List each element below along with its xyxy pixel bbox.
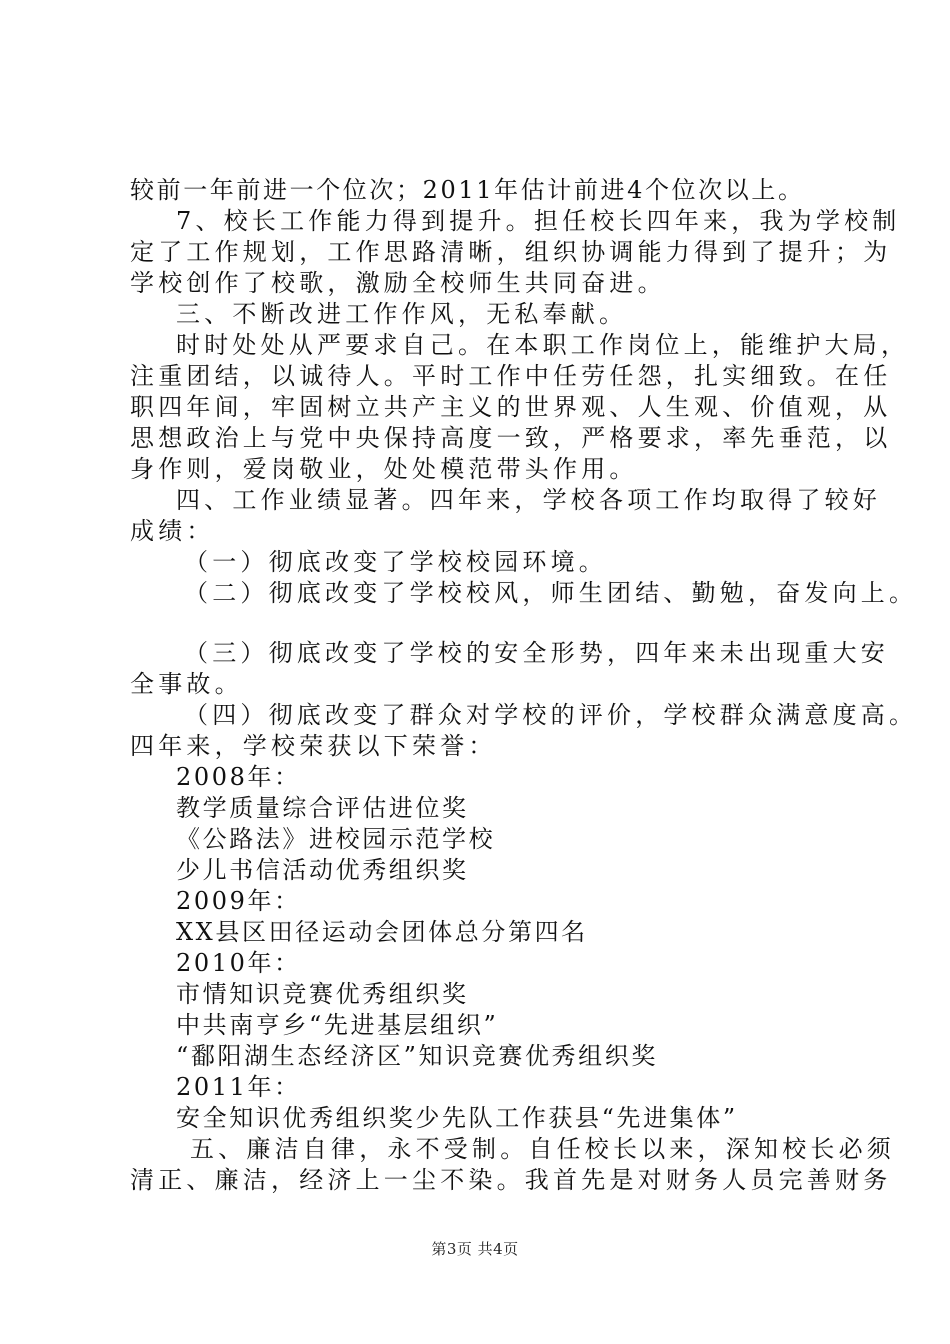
text-line: 学校创作了校歌，激励全校师生共同奋进。 — [130, 269, 666, 297]
section-heading: 三、不断改进工作作风，无私奉献。 — [176, 300, 628, 328]
text-line: 定了工作规划，工作思路清晰，组织协调能力得到了提升；为 — [130, 238, 892, 266]
text-line: 思想政治上与党中央保持高度一致，严格要求，率先垂范，以 — [130, 424, 892, 452]
list-item: （一）彻底改变了学校校园环境。 — [184, 548, 607, 576]
text-line: 四年来，学校荣获以下荣誉： — [130, 732, 497, 760]
section-heading: 四、工作业绩显著。四年来，学校各项工作均取得了较好 — [176, 486, 881, 514]
honor-item: 教学质量综合评估进位奖 — [176, 794, 469, 822]
text-line: 成绩： — [130, 517, 215, 545]
text-line: 清正、廉洁，经济上一尘不染。我首先是对财务人员完善财务 — [130, 1166, 892, 1194]
text-line: 注重团结，以诚待人。平时工作中任劳任怨，扎实细致。在任 — [130, 362, 892, 390]
year-label: 2010年： — [176, 949, 301, 977]
year-label: 2009年： — [176, 887, 301, 915]
section-heading: 五、廉洁自律，永不受制。自任校长以来，深知校长必须 — [190, 1135, 895, 1163]
list-item: （四）彻底改变了群众对学校的评价，学校群众满意度高。 — [184, 701, 918, 729]
list-item: （二）彻底改变了学校校风，师生团结、勤勉，奋发向上。 — [184, 579, 918, 607]
text-line: 时时处处从严要求自己。在本职工作岗位上，能维护大局， — [176, 331, 910, 359]
list-item: （三）彻底改变了学校的安全形势，四年来未出现重大安 — [184, 639, 889, 667]
text-line: 身作则，爱岗敬业，处处模范带头作用。 — [130, 455, 638, 483]
honor-item: 市情知识竞赛优秀组织奖 — [176, 980, 469, 1008]
honor-item: XX县区田径运动会团体总分第四名 — [176, 918, 588, 946]
year-label: 2008年： — [176, 763, 301, 791]
honor-item: 中共南亨乡“先进基层组织” — [176, 1011, 499, 1039]
text-line: 7、校长工作能力得到提升。担任校长四年来，我为学校制 — [176, 207, 901, 235]
page-number-footer: 第3页 共4页 — [431, 1240, 519, 1258]
honor-item: 安全知识优秀组织奖少先队工作获县“先进集体” — [176, 1104, 738, 1132]
text-line: 较前一年前进一个位次；2011年估计前进4个位次以上。 — [130, 176, 805, 204]
text-line: 全事故。 — [130, 670, 243, 698]
honor-item: “鄱阳湖生态经济区”知识竞赛优秀组织奖 — [176, 1042, 658, 1070]
honor-item: 《公路法》进校园示范学校 — [176, 825, 496, 853]
honor-item: 少儿书信活动优秀组织奖 — [176, 856, 469, 884]
year-label: 2011年： — [176, 1073, 301, 1101]
text-line: 职四年间，牢固树立共产主义的世界观、人生观、价值观，从 — [130, 393, 892, 421]
